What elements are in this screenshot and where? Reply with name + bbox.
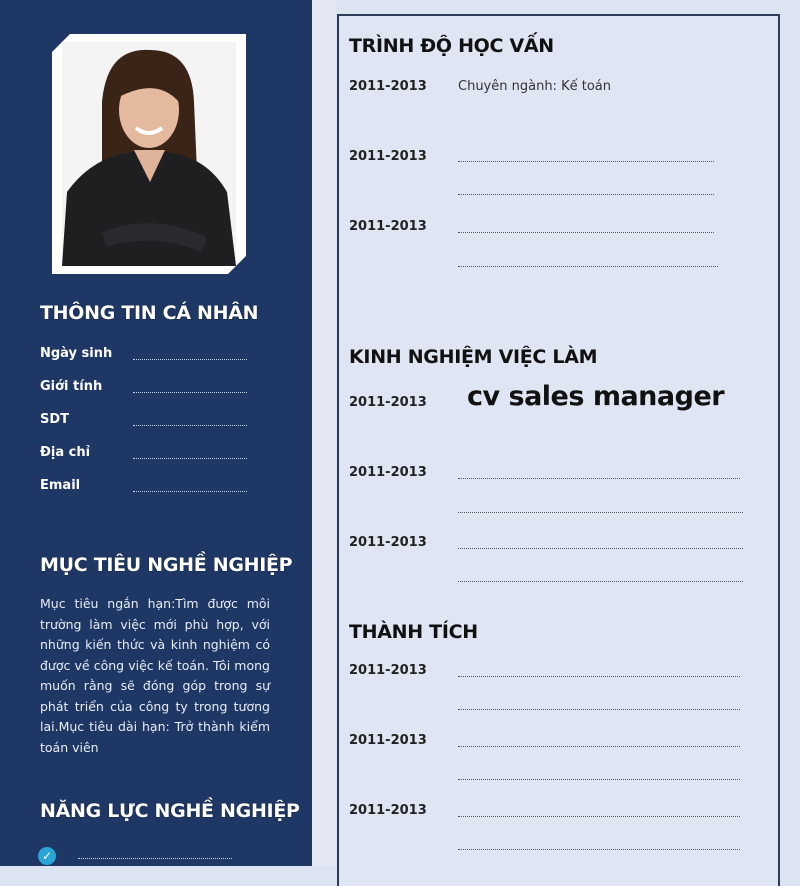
education-line: [458, 161, 714, 162]
field-line-email: [133, 491, 247, 492]
achievement-date: 2011-2013: [349, 803, 427, 818]
experience-line: [458, 478, 740, 479]
achievements-heading: THÀNH TÍCH: [349, 621, 478, 643]
experience-line: [458, 548, 743, 549]
achievement-line: [458, 676, 740, 677]
experience-date: 2011-2013: [349, 465, 427, 480]
check-icon: ✓: [38, 847, 56, 865]
education-date: 2011-2013: [349, 149, 427, 164]
education-line: [458, 232, 714, 233]
skills-heading: NĂNG LỰC NGHỀ NGHIỆP: [40, 800, 300, 822]
right-panel: [337, 14, 780, 886]
education-date: 2011-2013: [349, 219, 427, 234]
field-line-gender: [133, 392, 247, 393]
achievement-date: 2011-2013: [349, 663, 427, 678]
experience-heading: KINH NGHIỆM VIỆC LÀM: [349, 346, 598, 368]
education-line: [458, 266, 718, 267]
personal-info-heading: THÔNG TIN CÁ NHÂN: [40, 302, 259, 324]
field-label-gender: Giới tính: [40, 379, 103, 394]
education-line: [458, 194, 714, 195]
experience-date: 2011-2013: [349, 395, 427, 410]
field-line-phone: [133, 425, 247, 426]
objective-text: Mục tiêu ngắn hạn:Tìm được môi trường làm việc mới phù hợp, với những kiến thức và kinh nghiệm có được về công việc kế toán. Tôi mong muốn rằng sẽ đóng góp trong sự phát triển của công ty trong tương lai.Mục tiêu dài hạn: Trở thành kiểm toán viên: [40, 596, 270, 755]
achievement-line: [458, 816, 740, 817]
objective-heading: MỤC TIÊU NGHỀ NGHIỆP: [40, 554, 293, 576]
skill-line: [78, 858, 232, 859]
field-label-email: Email: [40, 478, 81, 493]
achievement-line: [458, 709, 740, 710]
field-label-birthdate: Ngày sinh: [40, 346, 113, 361]
divider-strip: [312, 0, 336, 866]
education-heading: TRÌNH ĐỘ HỌC VẤN: [349, 35, 554, 57]
experience-line: [458, 512, 743, 513]
achievement-line: [458, 746, 740, 747]
profile-photo: [62, 42, 236, 266]
field-line-birthdate: [133, 359, 247, 360]
achievement-line: [458, 779, 740, 780]
overlay-caption: cv sales manager: [467, 381, 725, 412]
field-label-address: Địa chỉ: [40, 445, 91, 460]
achievement-date: 2011-2013: [349, 733, 427, 748]
field-line-address: [133, 458, 247, 459]
education-major: Chuyên ngành: Kế toán: [458, 79, 611, 94]
education-date: 2011-2013: [349, 79, 427, 94]
experience-date: 2011-2013: [349, 535, 427, 550]
experience-line: [458, 581, 743, 582]
achievement-line: [458, 849, 740, 850]
field-label-phone: SDT: [40, 412, 70, 427]
